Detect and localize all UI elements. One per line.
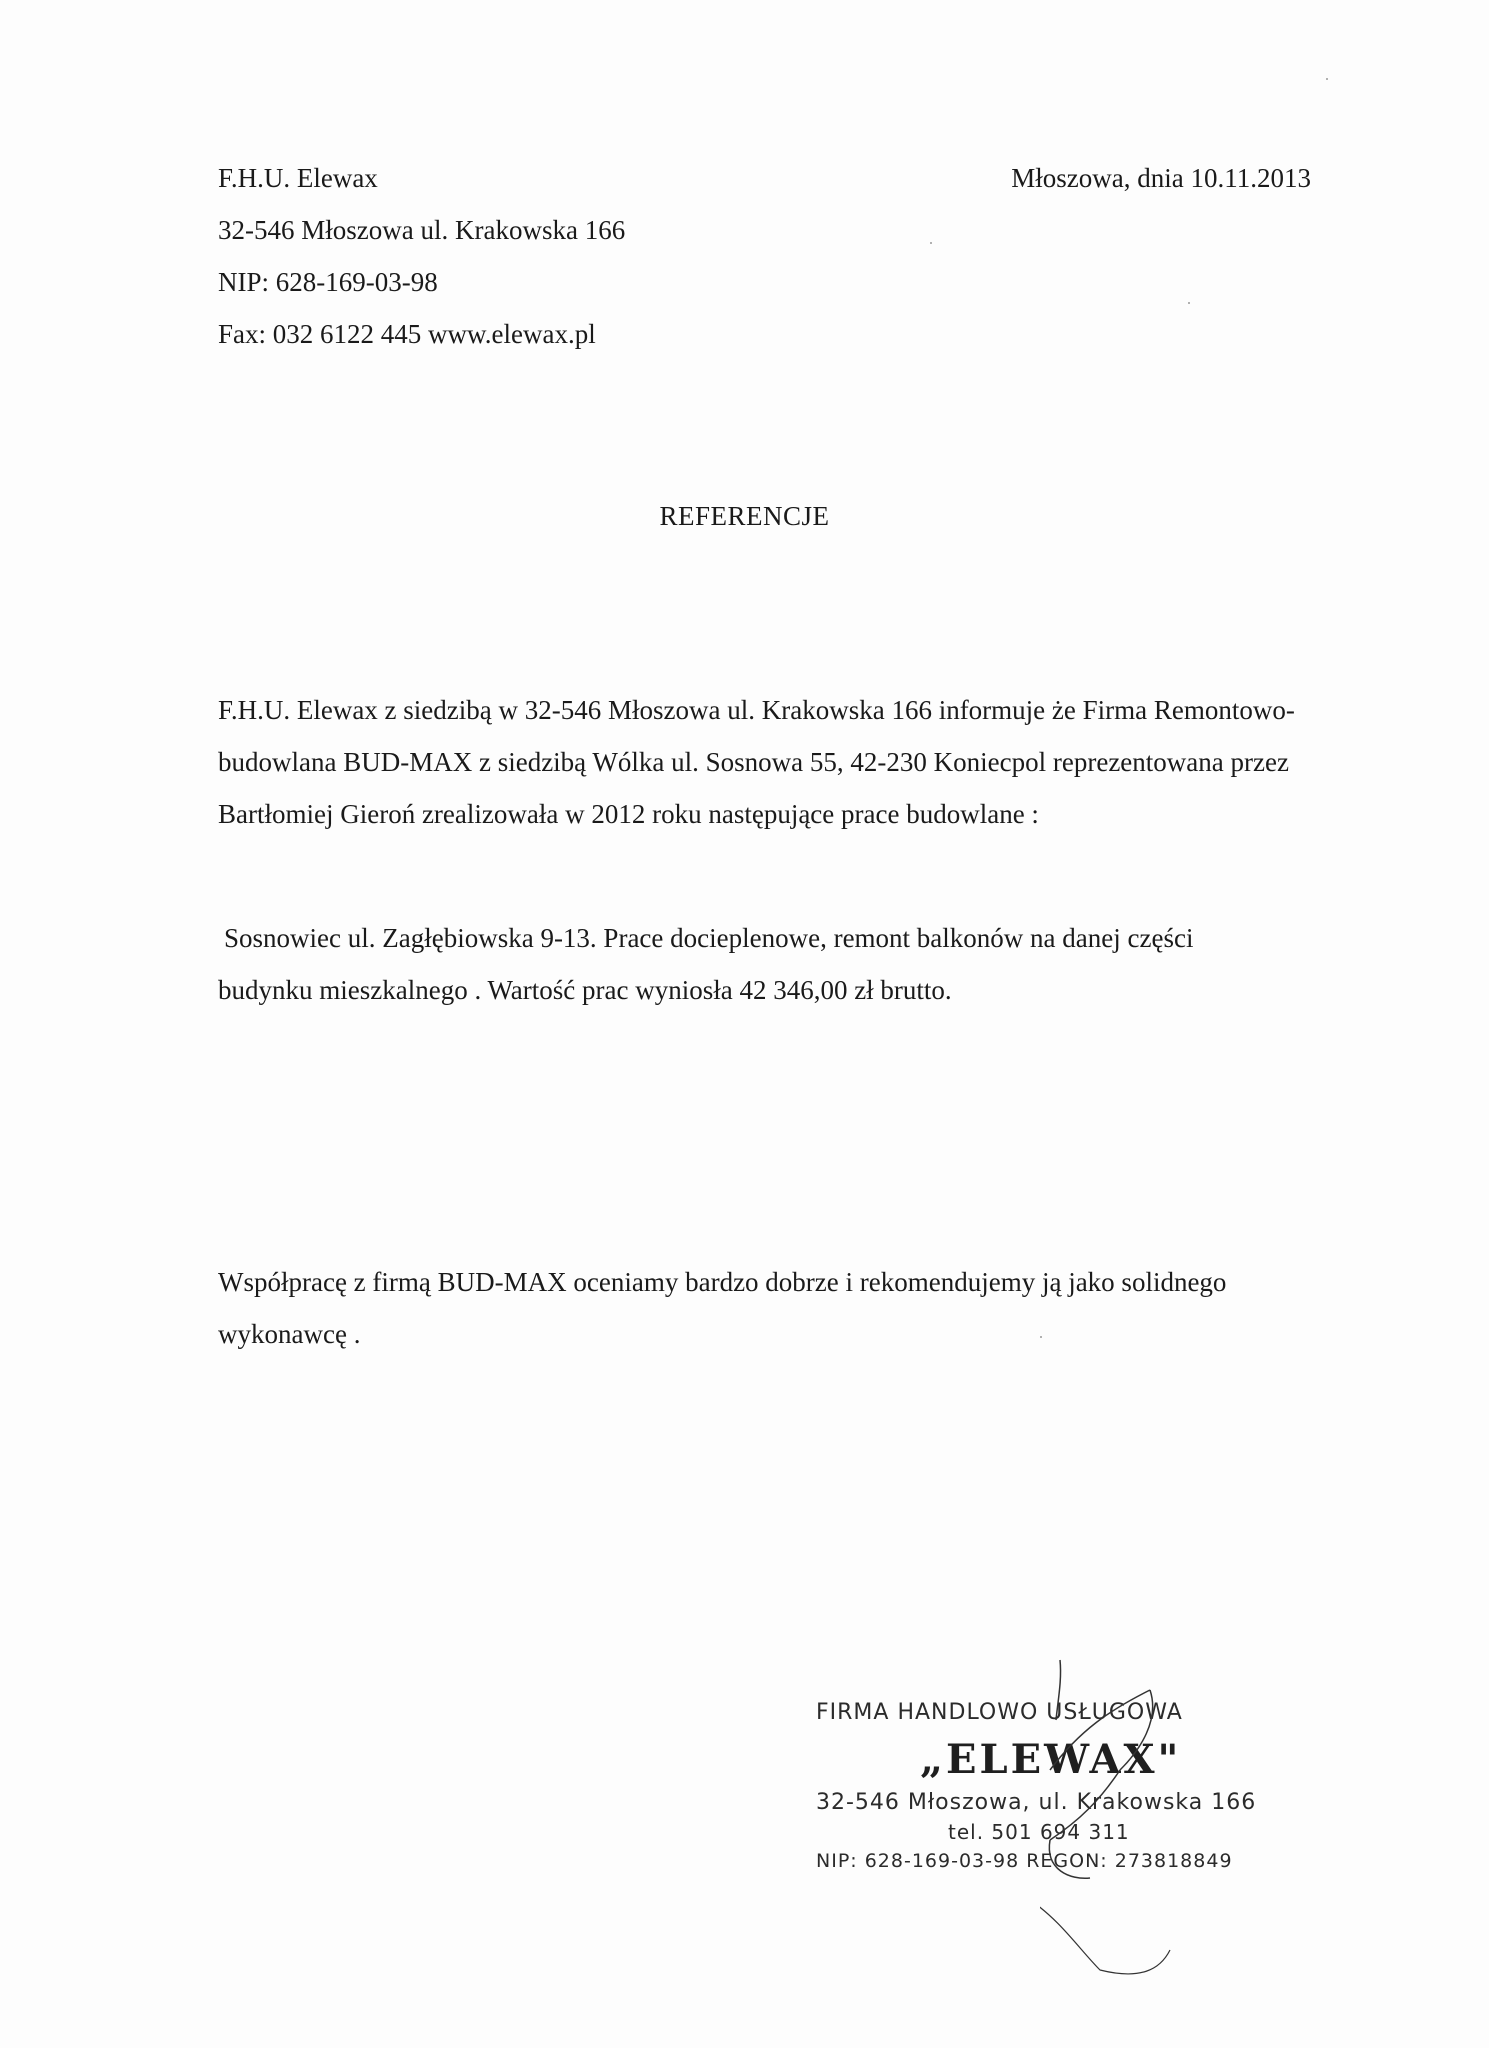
sender-nip: NIP: 628-169-03-98 [218,267,438,297]
scan-speck [930,242,932,244]
stamp-company-name: „ELEWAX" [920,1736,1182,1783]
paragraph-3-line: Współpracę z firmą BUD-MAX oceniamy bardzo dobrze i rekomendujemy ją jako solidnego [218,1267,1227,1297]
date-line: Młoszowa, dnia 10.11.2013 [1011,163,1311,193]
sender-contact: Fax: 032 6122 445 www.elewax.pl [218,319,596,349]
scan-speck [1188,302,1190,304]
paragraph-2-line: Sosnowiec ul. Zagłębiowska 9-13. Prace docieplenowe, remont balkonów na danej części [224,923,1194,953]
paragraph-1-line: budowlana BUD-MAX z siedzibą Wólka ul. Sosnowa 55, 42-230 Koniecpol reprezentowana przez [218,747,1289,777]
stamp-line-address: 32-546 Młoszowa, ul. Krakowska 166 [816,1790,1257,1815]
stamp-line-ids: NIP: 628-169-03-98 REGON: 273818849 [816,1850,1233,1872]
paragraph-3-line: wykonawcę . [218,1319,361,1349]
stamp-line-phone: tel. 501 694 311 [948,1820,1130,1844]
scan-speck [1326,78,1328,80]
handwritten-signature [1040,1650,1240,1980]
sender-address: 32-546 Młoszowa ul. Krakowska 166 [218,215,626,245]
paragraph-1-line: F.H.U. Elewax z siedzibą w 32-546 Młoszowa ul. Krakowska 166 informuje że Firma Remontowo- [218,695,1295,725]
scan-speck [1040,1336,1042,1338]
sender-name: F.H.U. Elewax [218,163,378,193]
paragraph-2-line: budynku mieszkalnego . Wartość prac wyniosła 42 346,00 zł brutto. [218,975,952,1005]
stamp-line-firm: FIRMA HANDLOWO USŁUGOWA [816,1700,1183,1725]
paragraph-1-line: Bartłomiej Gieroń zrealizowała w 2012 roku następujące prace budowlane : [218,799,1039,829]
document-title: REFERENCJE [659,501,830,531]
